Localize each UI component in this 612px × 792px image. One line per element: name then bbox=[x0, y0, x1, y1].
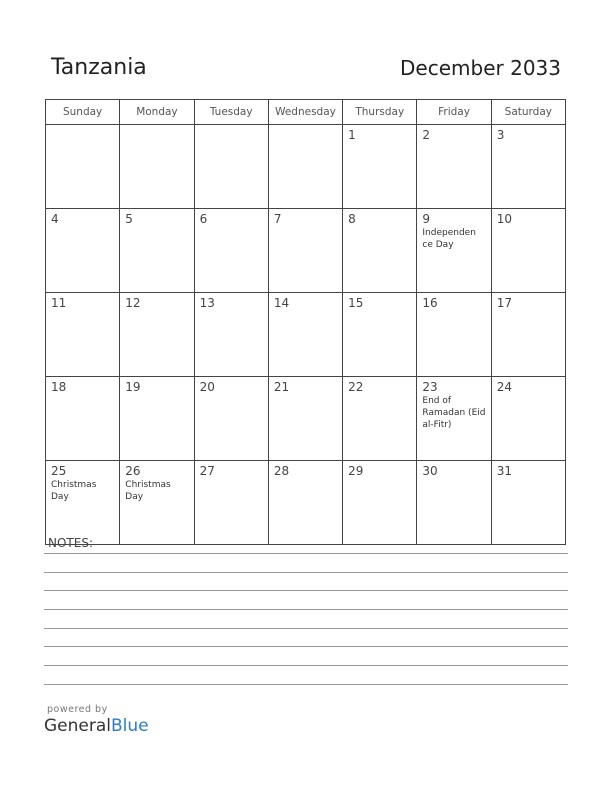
day-cell bbox=[343, 209, 417, 293]
day-cell bbox=[194, 293, 268, 377]
holiday-label: Christmas Day bbox=[51, 480, 97, 502]
holiday-label: End of Ramadan (Eid al-Fitr) bbox=[422, 396, 486, 430]
week-row bbox=[46, 209, 566, 293]
day-cell bbox=[120, 461, 194, 545]
day-cell bbox=[491, 461, 565, 545]
day-cell bbox=[343, 125, 417, 209]
day-cell bbox=[417, 377, 491, 461]
brand-general: General bbox=[44, 716, 111, 736]
day-cell bbox=[194, 125, 268, 209]
day-number: 6 bbox=[199, 212, 208, 226]
holiday-label: Christmas Day bbox=[125, 480, 171, 502]
day-number: 1 bbox=[348, 128, 356, 142]
day-number: 21 bbox=[273, 380, 290, 394]
month-year-title: December 2033 bbox=[400, 56, 561, 80]
note-line bbox=[44, 572, 568, 573]
day-number: 2 bbox=[422, 128, 431, 142]
day-number: 12 bbox=[125, 296, 141, 310]
day-cell bbox=[491, 209, 565, 293]
day-cell bbox=[491, 377, 565, 461]
weekday-tuesday: Tuesday bbox=[194, 100, 268, 125]
day-number: 30 bbox=[422, 464, 438, 478]
weekday-thursday: Thursday bbox=[343, 100, 417, 125]
note-line bbox=[44, 628, 568, 629]
day-cell bbox=[194, 209, 268, 293]
day-number: 19 bbox=[125, 380, 141, 394]
day-number: 27 bbox=[199, 464, 215, 478]
day-number: 5 bbox=[125, 212, 133, 226]
day-cell bbox=[268, 461, 342, 545]
day-number: 18 bbox=[51, 380, 67, 394]
day-number: 4 bbox=[51, 212, 59, 226]
week-row bbox=[46, 293, 566, 377]
day-number: 11 bbox=[51, 296, 67, 310]
day-cell bbox=[194, 461, 268, 545]
weekday-sunday: Sunday bbox=[46, 100, 120, 125]
day-number: 7 bbox=[273, 212, 282, 226]
day-cell bbox=[491, 125, 565, 209]
powered-by-text: powered by bbox=[47, 704, 108, 715]
day-cell bbox=[46, 209, 120, 293]
day-number: 13 bbox=[199, 296, 215, 310]
day-cell bbox=[46, 377, 120, 461]
day-cell bbox=[268, 209, 342, 293]
day-number: 22 bbox=[348, 380, 364, 394]
day-cell bbox=[268, 377, 342, 461]
day-number: 29 bbox=[348, 464, 364, 478]
day-number: 16 bbox=[422, 296, 438, 310]
weekday-friday: Friday bbox=[417, 100, 491, 125]
day-cell bbox=[491, 293, 565, 377]
day-cell bbox=[120, 209, 194, 293]
day-number: 10 bbox=[496, 212, 512, 226]
day-number: 14 bbox=[273, 296, 290, 310]
day-number: 15 bbox=[348, 296, 364, 310]
day-number: 17 bbox=[496, 296, 512, 310]
day-cell bbox=[343, 461, 417, 545]
day-cell bbox=[46, 125, 120, 209]
day-cell bbox=[120, 293, 194, 377]
day-number: 20 bbox=[199, 380, 215, 394]
day-number: 25 bbox=[51, 464, 67, 478]
day-number: 26 bbox=[125, 464, 141, 478]
holiday-label: Independen ce Day bbox=[422, 228, 476, 250]
day-cell bbox=[417, 125, 491, 209]
country-title: Tanzania bbox=[51, 55, 147, 80]
day-number: 24 bbox=[496, 380, 512, 394]
weekday-header-row bbox=[46, 100, 566, 125]
note-line bbox=[44, 646, 568, 647]
day-number: 9 bbox=[422, 212, 431, 226]
calendar-grid bbox=[45, 99, 566, 545]
notes-label: NOTES: bbox=[48, 536, 93, 550]
weekday-saturday: Saturday bbox=[491, 100, 565, 125]
day-cell bbox=[343, 377, 417, 461]
note-line bbox=[44, 609, 568, 610]
day-cell bbox=[417, 461, 491, 545]
day-cell bbox=[268, 293, 342, 377]
day-number: 31 bbox=[496, 464, 512, 478]
generalblue-logo bbox=[44, 716, 149, 736]
day-number: 23 bbox=[422, 380, 438, 394]
note-line bbox=[44, 665, 568, 666]
day-cell bbox=[46, 461, 120, 545]
note-line bbox=[44, 684, 568, 685]
note-line bbox=[44, 553, 568, 554]
weekday-wednesday: Wednesday bbox=[268, 100, 342, 125]
week-row bbox=[46, 125, 566, 209]
day-number: 3 bbox=[496, 128, 505, 142]
week-row bbox=[46, 461, 566, 545]
note-line bbox=[44, 590, 568, 591]
day-number: 28 bbox=[273, 464, 290, 478]
day-cell bbox=[120, 125, 194, 209]
day-cell bbox=[417, 209, 491, 293]
day-cell bbox=[46, 293, 120, 377]
brand-blue: Blue bbox=[111, 716, 149, 736]
day-cell bbox=[343, 293, 417, 377]
day-cell bbox=[417, 293, 491, 377]
day-cell bbox=[194, 377, 268, 461]
weekday-monday: Monday bbox=[120, 100, 194, 125]
week-row bbox=[46, 377, 566, 461]
day-number: 8 bbox=[348, 212, 356, 226]
day-cell bbox=[268, 125, 342, 209]
day-cell bbox=[120, 377, 194, 461]
